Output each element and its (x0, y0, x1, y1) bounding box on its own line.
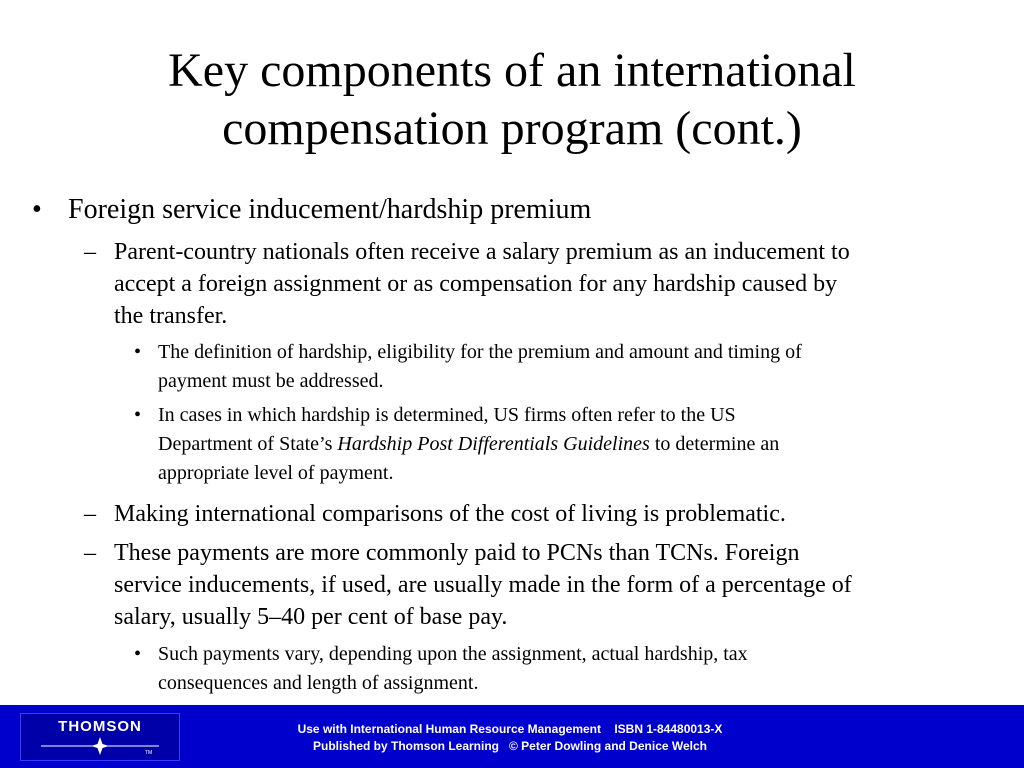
text-line: Such payments vary, depending upon the assignment, actual hardship, tax (158, 643, 748, 665)
bullet-icon: • (134, 341, 142, 363)
footer-line-1: Use with International Human Resource Management ISBN 1-84480013-X (297, 722, 723, 736)
text-line: accept a foreign assignment or as compensation for any hardship caused by (114, 271, 838, 297)
text-line: consequences and length of assignment. (158, 672, 479, 694)
bullet-text: Foreign service inducement/hardship premium (68, 194, 592, 225)
dash-icon: – (84, 501, 96, 527)
text-line: payment must be addressed. (158, 370, 384, 392)
text-line: appropriate level of payment. (158, 462, 394, 484)
subitem-text (114, 236, 1004, 332)
bullet-icon: • (134, 404, 142, 426)
text-line: The definition of hardship, eligibility for the premium and amount and timing of (158, 341, 802, 363)
guidelines-title: Hardship Post Differentials Guidelines (337, 433, 650, 455)
text-segment: to determine an (649, 433, 780, 455)
text-line: salary, usually 5–40 per cent of base pay. (114, 604, 508, 630)
dash-icon: – (84, 239, 96, 265)
footer-line-2: Published by Thomson Learning © Peter Dowling and Denice Welch (312, 739, 707, 753)
logo-tm: TM (145, 750, 153, 756)
text-line: These payments are more commonly paid to PCNs than TCNs. Foreign (114, 540, 800, 566)
text-line: service inducements, if used, are usually made in the form of a percentage of (114, 572, 852, 598)
subsubitem-text (158, 640, 994, 698)
dash-icon: – (84, 540, 96, 566)
slide-title-line-1: Key components of an international (168, 44, 856, 97)
slide-title-line-2: compensation program (cont.) (222, 102, 802, 155)
slide-title (40, 42, 984, 158)
subsubitem-text (158, 338, 994, 396)
thomson-logo (20, 713, 180, 761)
subsubitem-text (158, 401, 994, 488)
text-line (158, 430, 994, 459)
text-line: Parent-country nationals often receive a salary premium as an inducement to (114, 239, 850, 265)
subitem-text (114, 498, 1004, 530)
text-line: Making international comparisons of the cost of living is problematic. (114, 501, 786, 527)
bullet-icon: • (32, 194, 42, 225)
subitem-text (114, 537, 1004, 633)
text-line: In cases in which hardship is determined, US firms often refer to the US (158, 404, 736, 426)
text-line: the transfer. (114, 303, 228, 329)
footer-text (200, 721, 820, 755)
logo-wordmark: THOMSON (58, 718, 142, 735)
logo-star-icon (41, 736, 159, 756)
footer-bar (0, 705, 1024, 768)
text-segment: Department of State’s (158, 433, 338, 455)
bullet-icon: • (134, 643, 142, 665)
